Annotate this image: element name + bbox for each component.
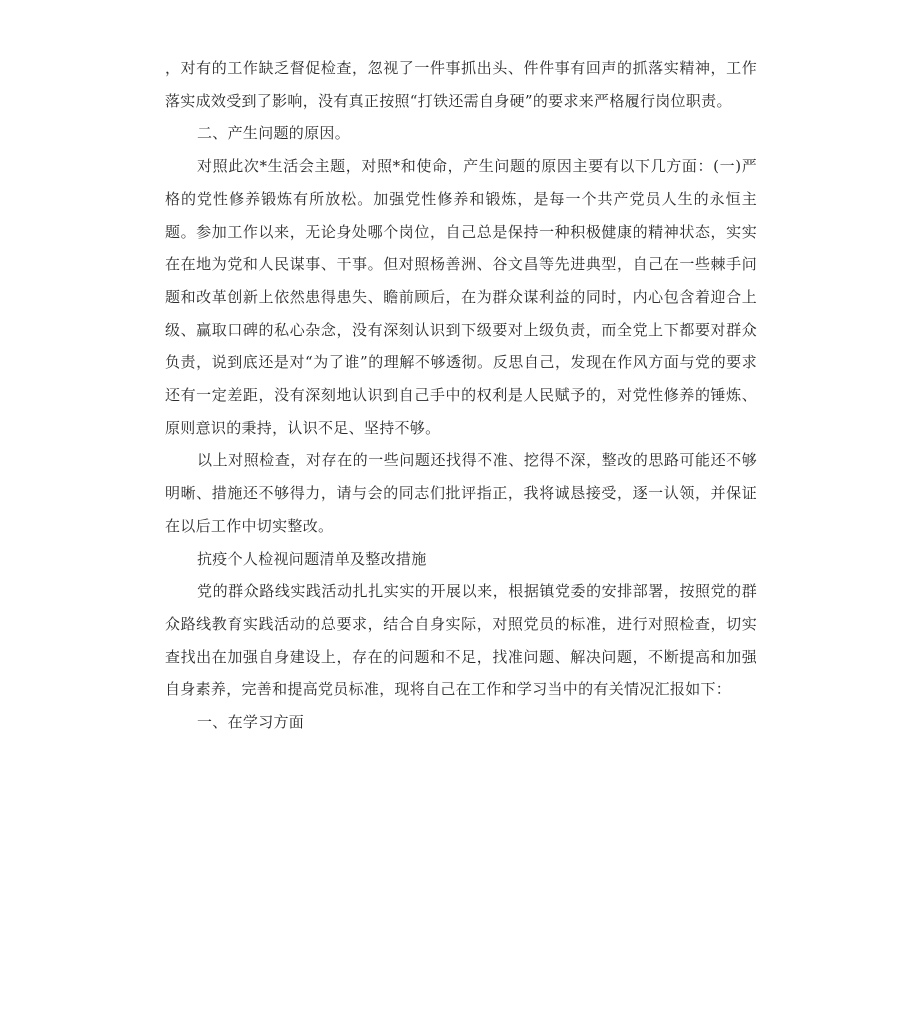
section-heading-causes: 二、产生问题的原因。 — [197, 124, 351, 143]
paragraph-causes: 对照此次*生活会主题，对照*和使命，产生问题的原因主要有以下几方面：(一)严格的党性修养锻炼有所放松。加强党性修养和锻炼，是每一个共产党员人生的永恒主题。参加工作以来，无论身处哪个岗位，自己总是保持一种积极健康的精神状态，实实在在地为党和人民谋事、干事。但对照杨善洲、谷文昌等先进典型，自己在一些棘手问题和改革创新上依然患得患失、瞻前顾后，在为群众谋利益的同时，内心包含着迎合上级、赢取口碑的私心杂念，没有深刻认识到下级要对上级负责，而全党上下都要对群众负责，说到底还是对“为了谁”的理解不够透彻。反思自己，发现在作风方面与党的要求还有一定差距，没有深刻地认识到自己手中的权利是人民赋予的，对党性修养的锤炼、原则意识的秉持，认识不足、坚持不够。 — [165, 157, 757, 437]
document-body — [165, 52, 757, 739]
section-heading-study: 一、在学习方面 — [197, 713, 305, 732]
paragraph-conclusion: 以上对照检查，对存在的一些问题还找得不准、挖得不深，整改的思路可能还不够明晰、措施还不够得力，请与会的同志们批评指正，我将诚恳接受，逐一认领，并保证在以后工作中切实整改。 — [165, 451, 757, 535]
paragraph-continuation: ，对有的工作缺乏督促检查，忽视了一件事抓出头、件件事有回声的抓落实精神，工作落实成效受到了影响，没有真正按照“打铁还需自身硬”的要求来严格履行岗位职责。 — [165, 59, 757, 110]
paragraph-introduction: 党的群众路线实践活动扎扎实实的开展以来，根据镇党委的安排部署，按照党的群众路线教育实践活动的总要求，结合自身实际，对照党员的标准，进行对照检查，切实查找出在加强自身建设上，存在的问题和不足，找准问题、解决问题，不断提高和加强自身素养，完善和提高党员标准，现将自己在工作和学习当中的有关情况汇报如下： — [165, 582, 757, 699]
document-title: 抗疫个人检视问题清单及整改措施 — [197, 549, 427, 568]
